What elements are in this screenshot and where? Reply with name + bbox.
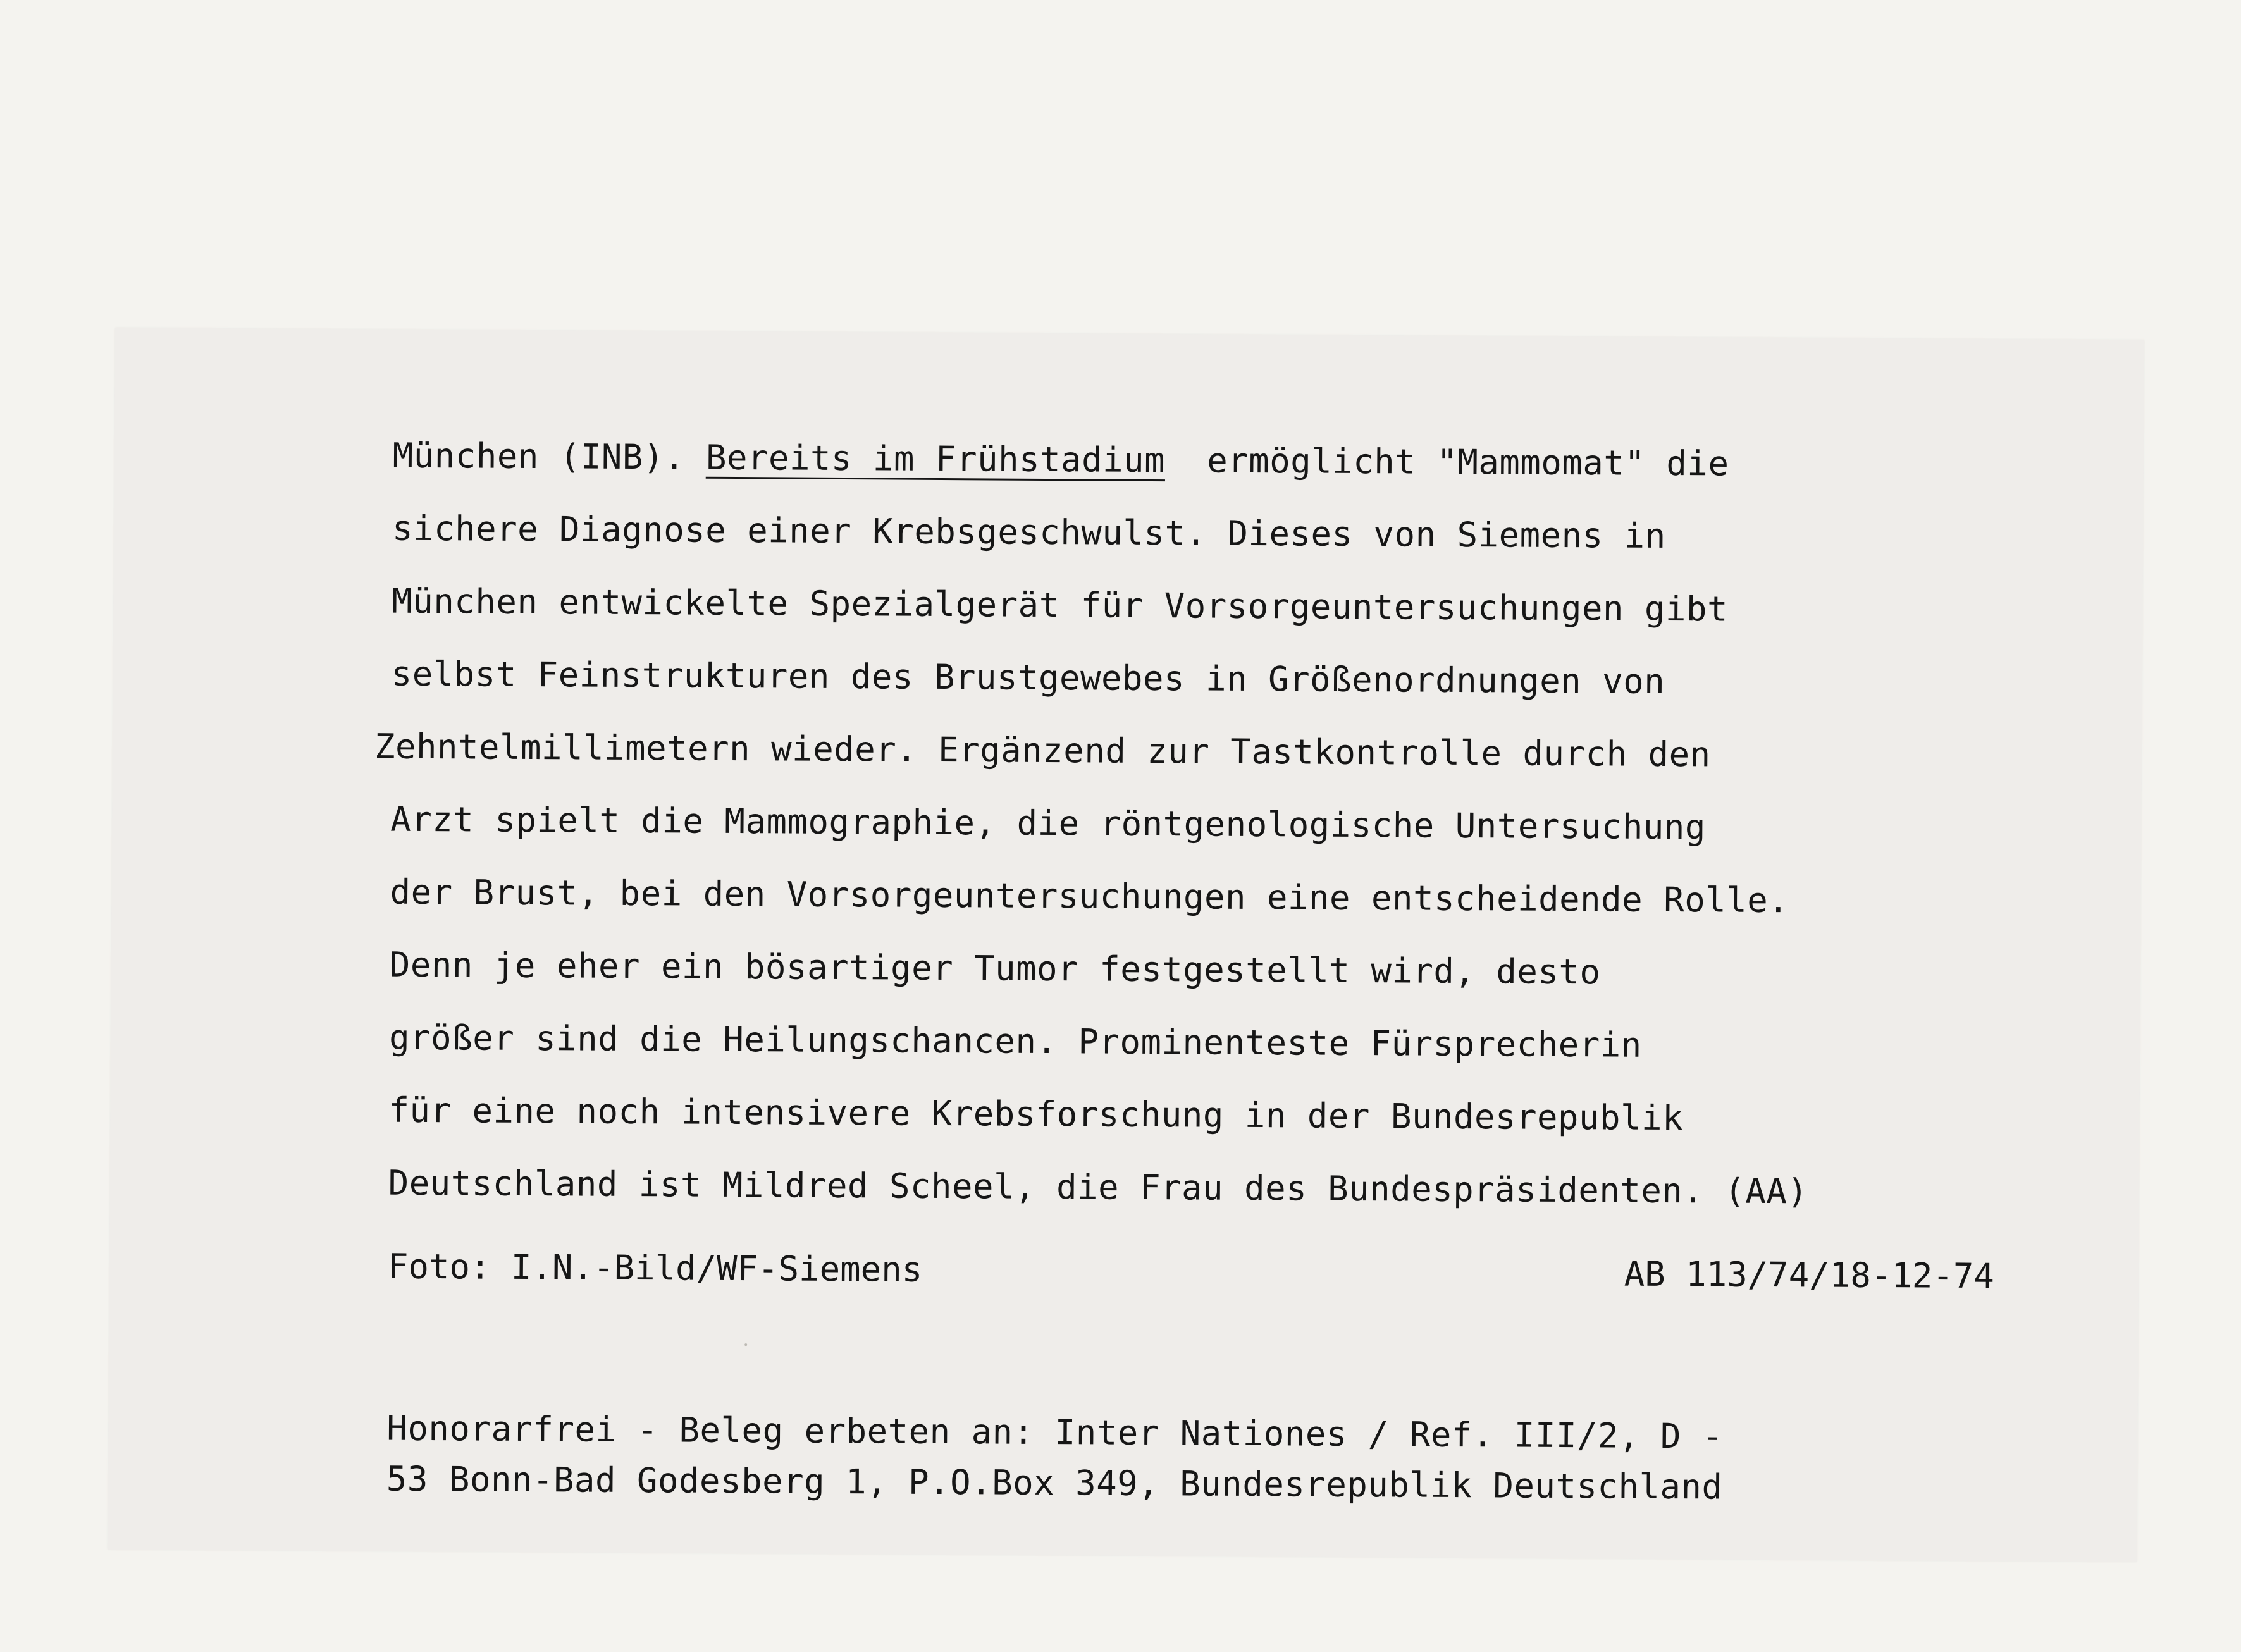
- caption-line: selbst Feinstrukturen des Brustgewebes in Größenordnungen von: [391, 653, 1665, 701]
- rights-notice-line: Honorarfrei - Beleg erbeten an: Inter Nationes / Ref. III/2, D -: [386, 1408, 1724, 1457]
- caption-line: Arzt spielt die Mammographie, die röntgenologische Untersuchung: [390, 799, 1707, 848]
- caption-line: München entwickelte Spezialgerät für Vorsorgeuntersuchungen gibt: [392, 581, 1729, 629]
- caption-line: größer sind die Heilungschancen. Prominenteste Fürsprecherin: [388, 1017, 1642, 1065]
- paper-speck: [744, 1343, 747, 1346]
- caption-line-first: [392, 419, 2101, 502]
- caption-line: Zehntelmillimetern wieder. Ergänzend zur Tastkontrolle durch den: [374, 726, 1711, 775]
- caption-text: [374, 419, 2101, 1230]
- caption-line: für eine noch intensivere Krebsforschung in der Bundesrepublik: [388, 1090, 1684, 1138]
- caption-card: [108, 328, 2144, 1562]
- rights-notice: [386, 1403, 2095, 1515]
- caption-headline: Bereits im Frühstadium: [705, 437, 1166, 481]
- caption-line: Deutschland ist Mildred Scheel, die Frau des Bundespräsidenten. (AA): [388, 1162, 1808, 1212]
- caption-lead: München (INB).: [392, 435, 707, 478]
- caption-line: der Brust, bei den Vorsorgeuntersuchungen eine entscheidende Rolle.: [390, 872, 1789, 921]
- caption-line: Denn je eher ein bösartiger Tumor festgestellt wird, desto: [389, 944, 1601, 992]
- rights-notice-line: 53 Bonn-Bad Godesberg 1, P.O.Box 349, Bundesrepublik Deutschland: [386, 1458, 1723, 1507]
- credit-row: [388, 1247, 1994, 1297]
- caption-line: sichere Diagnose einer Krebsgeschwulst. Dieses von Siemens in: [392, 508, 1666, 556]
- reference-number: AB 113/74/18-12-74: [1624, 1254, 1995, 1297]
- photo-credit: Foto: I.N.-Bild/WF-Siemens: [387, 1246, 923, 1290]
- caption-first-line-rest: ermöglicht "Mammomat" die: [1164, 440, 1729, 484]
